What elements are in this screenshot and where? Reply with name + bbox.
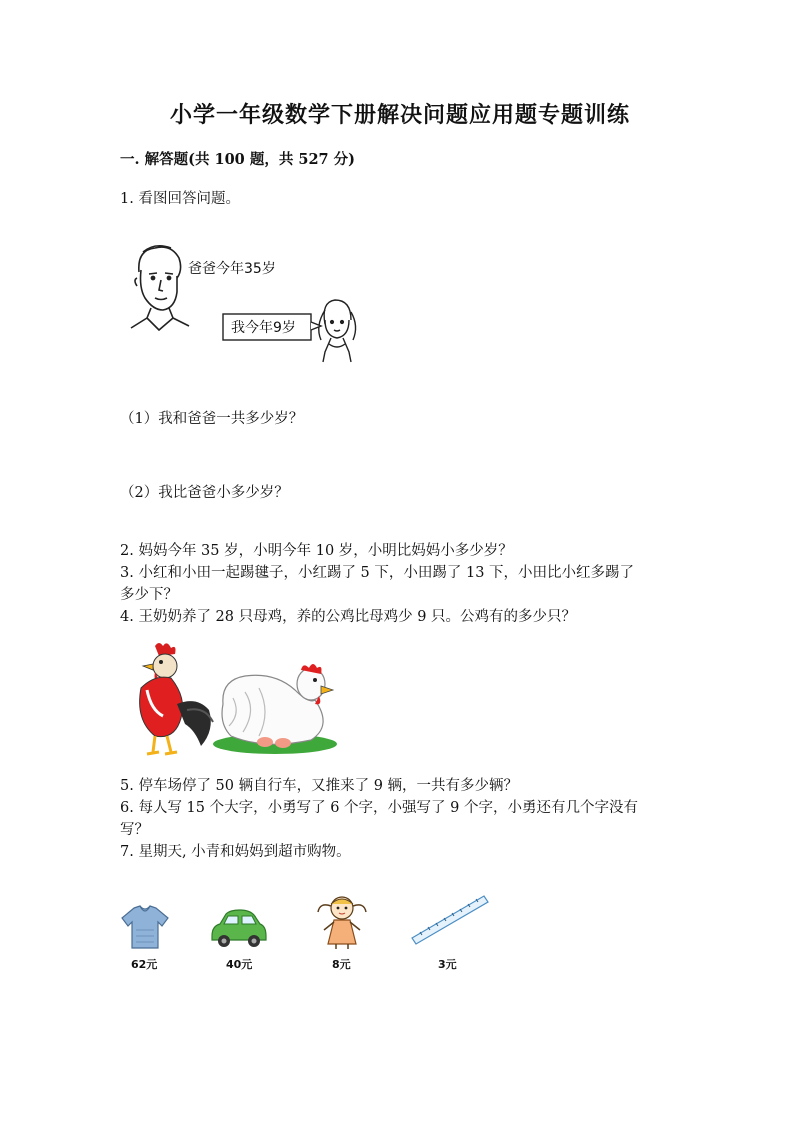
question-3-line-2: 多少下？ (120, 587, 178, 603)
girl-portrait-icon (319, 300, 356, 362)
doll-icon (314, 894, 370, 950)
question-5: 5. 停车场停了 50 辆自行车，又推来了 9 辆，一共有多少辆？ (120, 778, 519, 794)
girl-caption: 我今年9岁 (231, 320, 296, 336)
question-4: 4. 王奶奶养了 28 只母鸡，养的公鸡比母鸡少 9 只。公鸡有的多少只？ (120, 609, 577, 625)
ruler-icon (408, 890, 490, 946)
question-3-line-1: 3. 小红和小田一起踢毽子，小红踢了 5 下，小田踢了 13 下，小田比小红多踢了 (120, 565, 635, 581)
question-1-prompt: 1. 看图回答问题。 (120, 191, 240, 207)
question-1-sub-2: （2）我比爸爸小多少岁？ (120, 485, 289, 501)
doll-price: 8元 (332, 958, 351, 971)
toy-car-icon (208, 908, 268, 950)
toy-car-price: 40元 (226, 958, 253, 971)
question-7: 7. 星期天, 小青和妈妈到超市购物。 (120, 844, 351, 860)
question-6-line-2: 写？ (120, 822, 149, 838)
page-title: 小学一年级数学下册解决问题应用题专题训练 (169, 102, 630, 128)
shirt-price: 62元 (131, 958, 158, 971)
section-heading: 一. 解答题(共 100 题，共 527 分) (120, 151, 356, 168)
shirt-icon (120, 904, 170, 950)
dad-portrait-icon (131, 246, 189, 330)
question-1-sub-1: （1）我和爸爸一共多少岁？ (120, 411, 304, 427)
rooster-and-hen-illustration (125, 640, 355, 765)
question-2: 2. 妈妈今年 35 岁，小明今年 10 岁，小明比妈妈小多少岁？ (120, 543, 513, 559)
question-6-line-1: 6. 每人写 15 个大字，小勇写了 6 个字，小强写了 9 个字，小勇还有几个字没有 (120, 800, 638, 816)
dad-caption: 爸爸今年35岁 (188, 261, 276, 277)
rooster-icon (140, 643, 213, 754)
hen-icon (222, 664, 333, 748)
ruler-price: 3元 (438, 958, 457, 971)
